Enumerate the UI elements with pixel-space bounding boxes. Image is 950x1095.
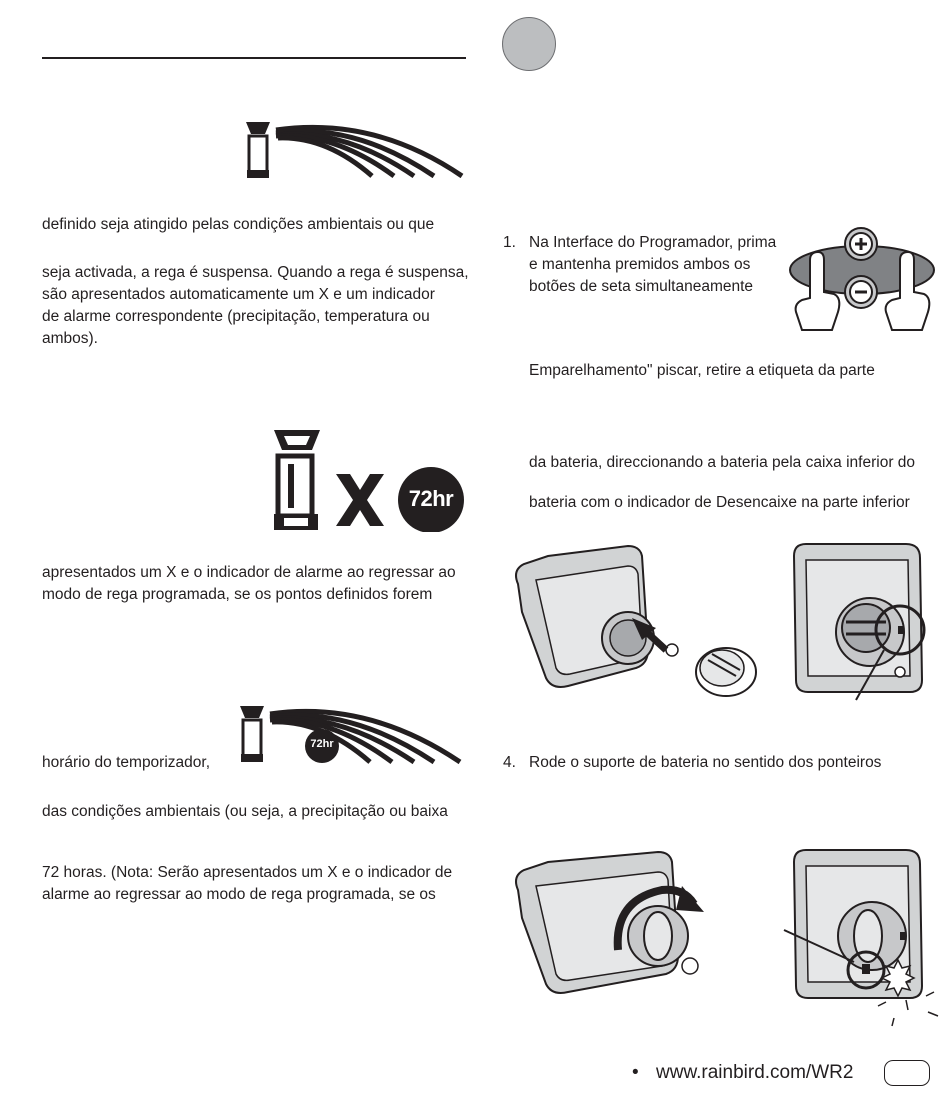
footer-url[interactable]: www.rainbird.com/WR2 <box>656 1062 854 1083</box>
battery-instruction-2: bateria com o indicador de Desencaixe na parte inferior <box>529 494 910 511</box>
page-number-box <box>884 1060 930 1086</box>
left-paragraph-4: horário do temporizador, <box>42 754 211 771</box>
sprinkler-x-72hr-icon <box>270 428 466 532</box>
left-paragraph-6: 72 horas. (Nota: Serão apresentados um X e o indicador de alarme ao regressar ao modo de rega programada, se os <box>42 864 453 903</box>
battery-seated-illustration <box>786 540 934 705</box>
section-rule <box>42 57 466 59</box>
left-paragraph-3: apresentados um X e o indicador de alarme ao regressar ao modo de rega programada, se os pontos definidos forem <box>42 564 456 603</box>
left-paragraph-1: definido seja atingido pelas condições ambientais ou que <box>42 216 435 233</box>
72hr-badge-small: 72hr <box>310 738 334 750</box>
left-paragraph-5: das condições ambientais (ou seja, a precipitação ou baixa <box>42 803 448 820</box>
battery-instruction-1: da bateria, direccionando a bateria pela caixa inferior do <box>529 454 916 471</box>
footer-bullet: • <box>632 1062 639 1083</box>
battery-insert-illustration <box>508 540 758 700</box>
battery-locked-illustration <box>782 846 940 1030</box>
battery-rotate-illustration <box>508 846 713 1006</box>
programmer-buttons-illustration <box>788 226 936 338</box>
left-paragraph-2: seja activada, a rega é suspensa. Quando a rega é suspensa, são apresentados automaticamente um X e um indicador de alarme correspondente (precipitação, temperatura ou ambos). <box>42 264 469 347</box>
72hr-badge-large: 72hr <box>408 486 454 511</box>
step-number-circle <box>502 17 556 71</box>
pairing-instruction: Emparelhamento" piscar, retire a etiqueta da parte <box>529 362 875 379</box>
sprinkler-spray-icon <box>244 118 466 180</box>
step-4: 4. Rode o suporte de bateria no sentido dos ponteiros <box>503 754 882 771</box>
sprinkler-spray-72hr-icon <box>238 702 464 766</box>
step-1: 1. Na Interface do Programador, prima e mantenha premidos ambos os botões de seta simultaneamente <box>503 234 777 295</box>
